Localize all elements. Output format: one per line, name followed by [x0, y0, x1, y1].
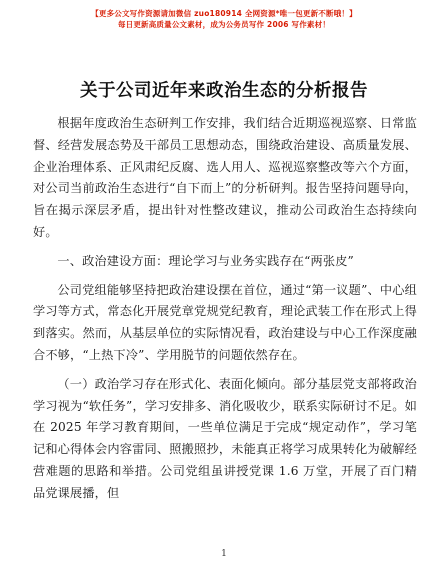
- page-number: 1: [221, 549, 227, 559]
- promo-banner-line-1: 【更多公文写作资源请加微信 zuo180914 全网资源*唯一包更新不断哦！】: [91, 9, 357, 18]
- paragraph-intro: 根据年度政治生态研判工作安排，我们结合近期巡视巡察、日常监督、经营发展态势及干部员工思想动态，围绕政治建设、高质量发展、企业治理体系、正风肃纪反腐、选人用人、巡视巡察整改等六个方面，对公司当前政治生态进行“自下而上”的分析研判。报告坚持问题导向，旨在揭示深层矛盾，提出针对性整改建议，推动公司政治生态持续向好。: [33, 116, 417, 239]
- document-body: [33, 113, 417, 505]
- promo-banner-line-2: 每日更新高质量公文素材，成为公务员写作 2006 写作素材！: [117, 20, 331, 29]
- document-title: 关于公司近年来政治生态的分析报告: [80, 81, 368, 101]
- paragraph-political-construction: 公司党组能够坚持把政治建设摆在首位，通过“第一议题”、中心组学习等方式，常态化开展党章党规党纪教育，理论武装工作在形式上得到落实。然而，从基层单位的实际情况看，政治建设与中心工作深度融合不够，“上热下冷”、学用脱节的问题依然存在。: [33, 282, 417, 362]
- promo-banner: [0, 8, 448, 30]
- section-heading-political-construction: 一、政治建设方面：理论学习与业务实践存在“两张皮”: [57, 253, 354, 268]
- paragraph-political-study-formalism: （一）政治学习存在形式化、表面化倾向。部分基层党支部将政治学习视为“软任务”，学习安排多、消化吸收少，联系实际研讨不足。如在 2025 年学习教育期间，一些单位满足于完成“规定动作”，学习笔记和心得体会内容雷同、照搬照抄，未能真正将学习成果转化为破解经营难题的思路和举措。公司党组虽讲授党课 1.6 万堂，开展了百门精品党课展播，但: [33, 376, 417, 500]
